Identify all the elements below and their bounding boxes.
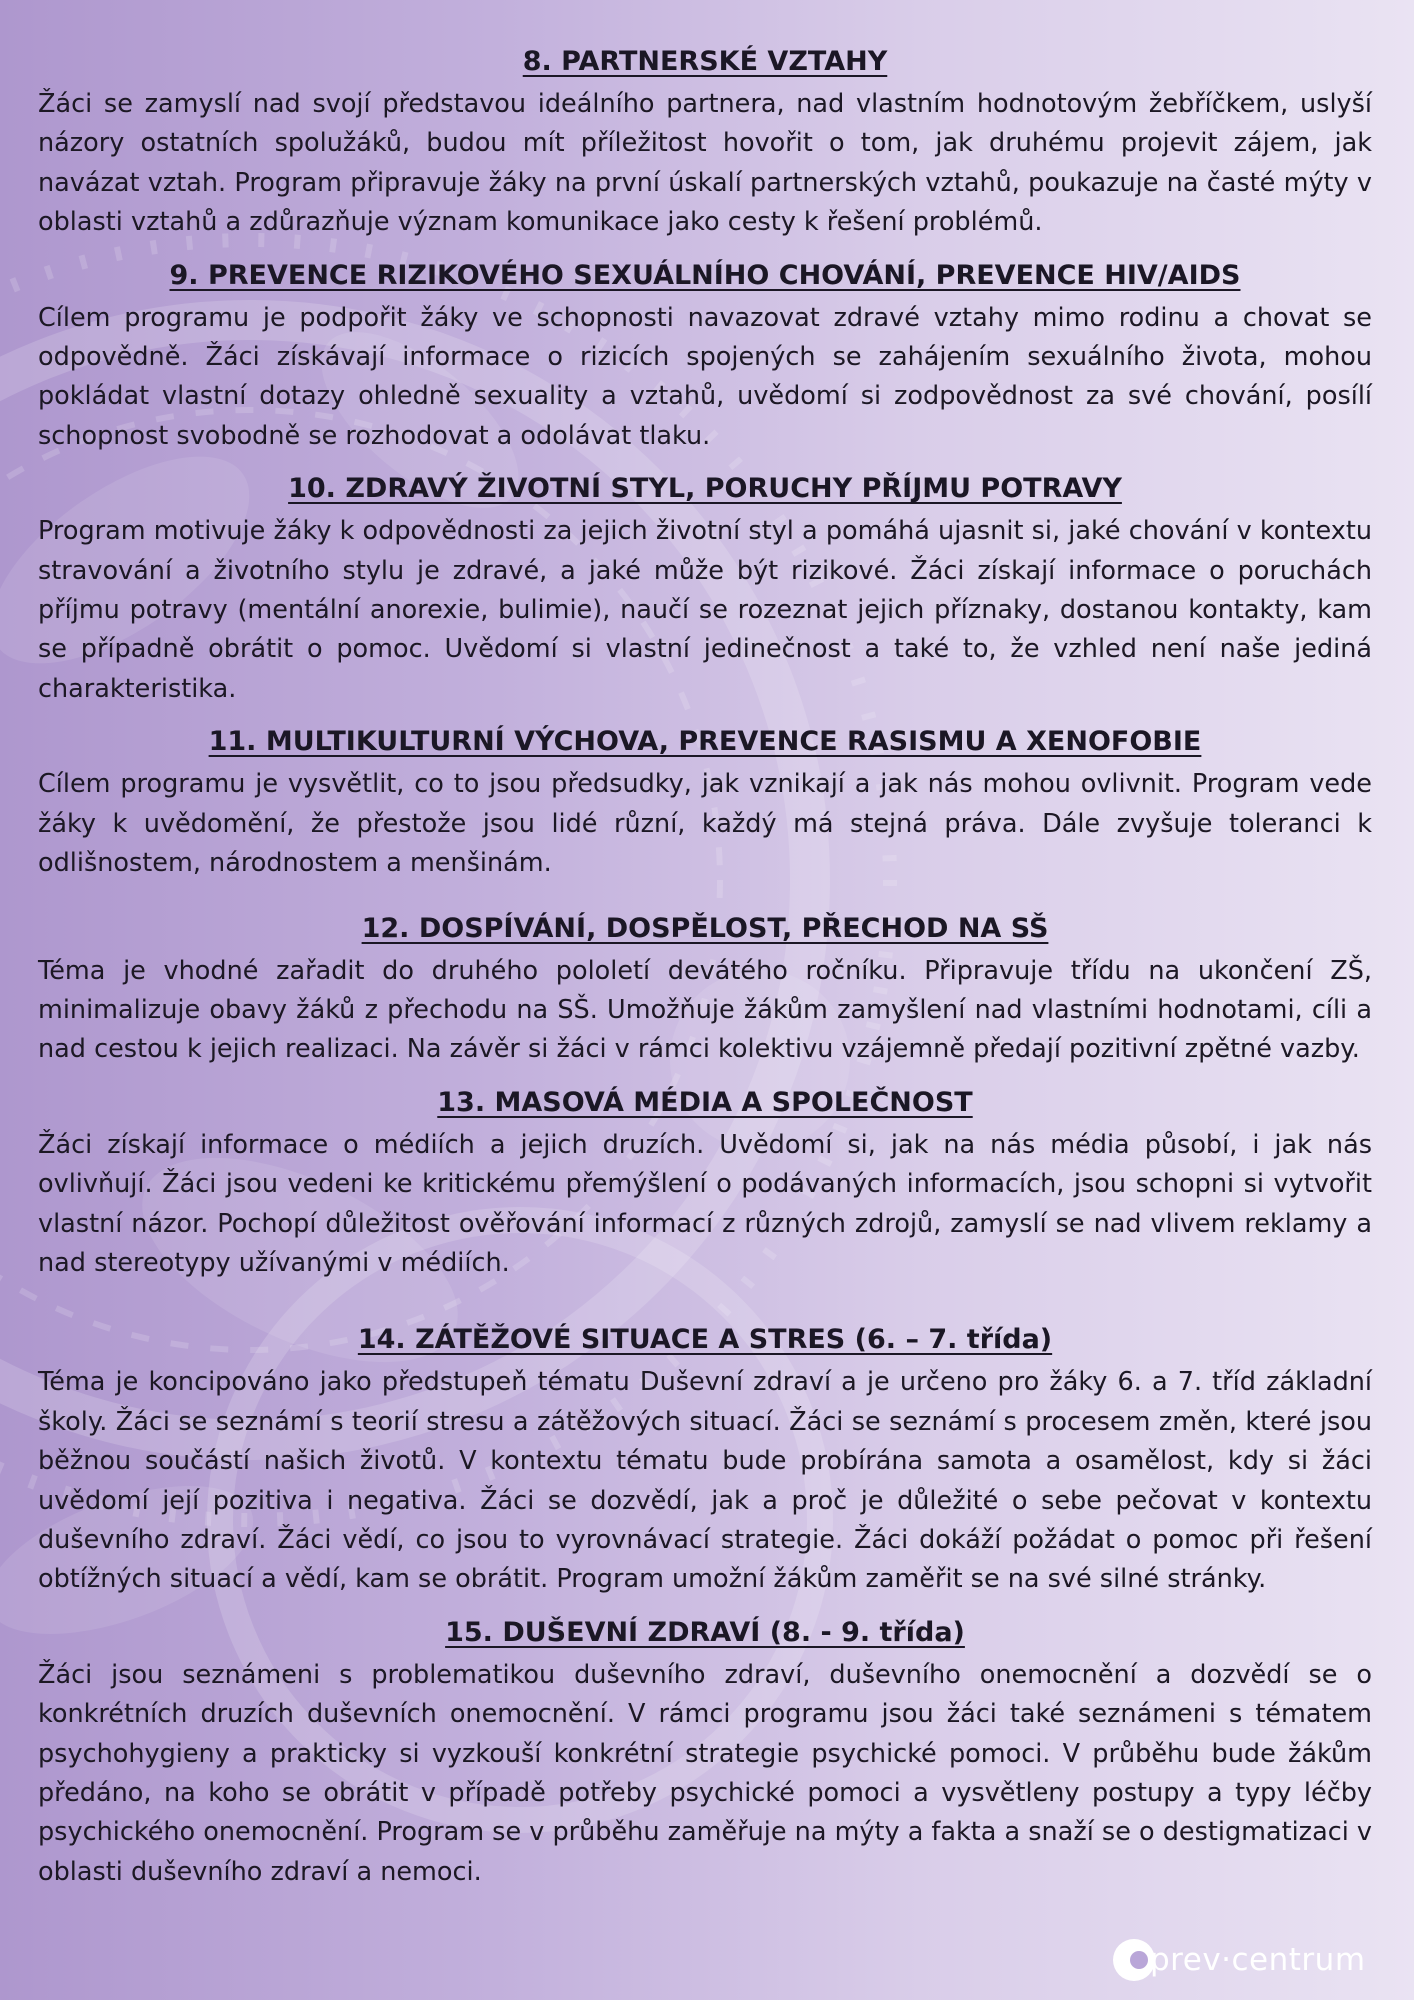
section-text: Žáci získají informace o médiích a jejich druzích. Uvědomí si, jak na nás média působí, i jak nás ovlivňují. Žáci jsou vedeni ke kritickému přemýšlení o podávaných informacích, jsou schopni si vytvořit vlastní názor. Pochopí důležitost ověřování informací z různých zdrojů, zamyslí se nad vlivem reklamy a nad stereotypy užívanými v médiích.	[38, 1129, 1372, 1278]
section-heading: 11. MULTIKULTURNÍ VÝCHOVA, PREVENCE RASISMU A XENOFOBIE	[208, 726, 1202, 758]
section-text: Cílem programu je vysvětlit, co to jsou předsudky, jak vznikají a jak nás mohou ovlivnit. Program vede žáky k uvědomění, že přestože jsou lidé různí, každý má stejná práva. Dále zvyšuje toleranci k odlišnostem, národnostem a menšinám.	[38, 769, 1372, 879]
section-partnerske-vztahy	[38, 44, 1372, 243]
section-zdravy-zivotni-styl	[38, 471, 1372, 709]
section-heading: 12. DOSPÍVÁNÍ, DOSPĚLOST, PŘECHOD NA SŠ	[361, 912, 1049, 944]
prev-centrum-logo	[1112, 1938, 1366, 1982]
section-heading: 9. PREVENCE RIZIKOVÉHO SEXUÁLNÍHO CHOVÁNÍ, PREVENCE HIV/AIDS	[169, 259, 1241, 291]
section-heading: 8. PARTNERSKÉ VZTAHY	[522, 46, 888, 77]
section-zatezove-situace	[38, 1322, 1372, 1599]
section-multikulturni-vychova	[38, 724, 1372, 883]
section-heading: 14. ZÁTĚŽOVÉ SITUACE A STRES (6. – 7. třída)	[357, 1324, 1053, 1356]
section-text: Téma je koncipováno jako předstupeň tématu Duševní zdraví a je určeno pro žáky 6. a 7. tříd základní školy. Žáci se seznámí s teorií stresu a zátěžových situací. Žáci se seznámí s procesem změn, které jsou běžnou součástí našich životů. V kontextu tématu bude probírána samota a osamělost, kdy si žáci uvědomí její pozitiva i negativa. Žáci se dozvědí, jak a proč je důležité o sebe pečovat v kontextu duševního zdraví. Žáci vědí, co jsou to vyrovnávací strategie. Žáci dokáží požádat o pomoc při řešení obtížných situací a vědí, kam se obrátit. Program umožní žákům zaměřit se na své silné stránky.	[38, 1367, 1372, 1595]
section-text: Žáci se zamyslí nad svojí představou ideálního partnera, nad vlastním hodnotovým žebříčkem, uslyší názory ostatních spolužáků, budou mít příležitost hovořit o tom, jak druhému projevit zájem, jak navázat vztah. Program připravuje žáky na první úskalí partnerských vztahů, poukazuje na časté mýty v oblasti vztahů a zdůrazňuje význam komunikace jako cesty k řešení problémů.	[38, 89, 1372, 238]
section-dusevni-zdravi	[38, 1615, 1372, 1892]
section-text: Cílem programu je podpořit žáky ve schopnosti navazovat zdravé vztahy mimo rodinu a chovat se odpovědně. Žáci získávají informace o rizicích spojených se zahájením sexuálního života, mohou pokládat vlastní dotazy ohledně sexuality a vztahů, uvědomí si zodpovědnost za své chování, posílí schopnost svobodně se rozhodovat a odolávat tlaku.	[38, 302, 1372, 451]
section-text: Téma je vhodné zařadit do druhého pololetí devátého ročníku. Připravuje třídu na ukončení ZŠ, minimalizuje obavy žáků z přechodu na SŠ. Umožňuje žákům zamyšlení nad vlastními hodnotami, cíli a nad cestou k jejich realizaci. Na závěr si žáci v rámci kolektivu vzájemně předají pozitivní zpětné vazby.	[38, 955, 1372, 1065]
document-body	[38, 44, 1372, 1892]
section-text: Žáci jsou seznámeni s problematikou duševního zdraví, duševního onemocnění a dozvědí se o konkrétních druzích duševních onemocnění. V rámci programu jsou žáci také seznámeni s tématem psychohygieny a prakticky si vyzkouší konkrétní strategie psychické pomoci. V průběhu bude žákům předáno, na koho se obrátit v případě potřeby psychické pomoci a vysvětleny postupy a typy léčby psychického onemocnění. Program se v průběhu zaměřuje na mýty a fakta a snaží se o destigmatizaci v oblasti duševního zdraví a nemoci.	[38, 1659, 1372, 1887]
section-dospivani	[38, 911, 1372, 1070]
section-heading: 10. ZDRAVÝ ŽIVOTNÍ STYL, PORUCHY PŘÍJMU POTRAVY	[288, 473, 1122, 505]
section-heading: 15. DUŠEVNÍ ZDRAVÍ (8. - 9. třída)	[445, 1616, 965, 1648]
section-heading: 13. MASOVÁ MÉDIA A SPOLEČNOST	[437, 1086, 973, 1118]
section-prevence-rizikoveho-chovani	[38, 258, 1372, 457]
section-text: Program motivuje žáky k odpovědnosti za jejich životní styl a pomáhá ujasnit si, jaké chování v kontextu stravování a životního stylu je zdravé, a jaké může být rizikové. Žáci získají informace o poruchách příjmu potravy (mentální anorexie, bulimie), naučí se rozeznat jejich příznaky, dostanou kontakty, kam se případně obrátit o pomoc. Uvědomí si vlastní jedinečnost a také to, že vzhled není naše jediná charakteristika.	[38, 516, 1372, 704]
section-masova-media	[38, 1085, 1372, 1284]
logo-text: prev·centrum	[1150, 1942, 1366, 1978]
